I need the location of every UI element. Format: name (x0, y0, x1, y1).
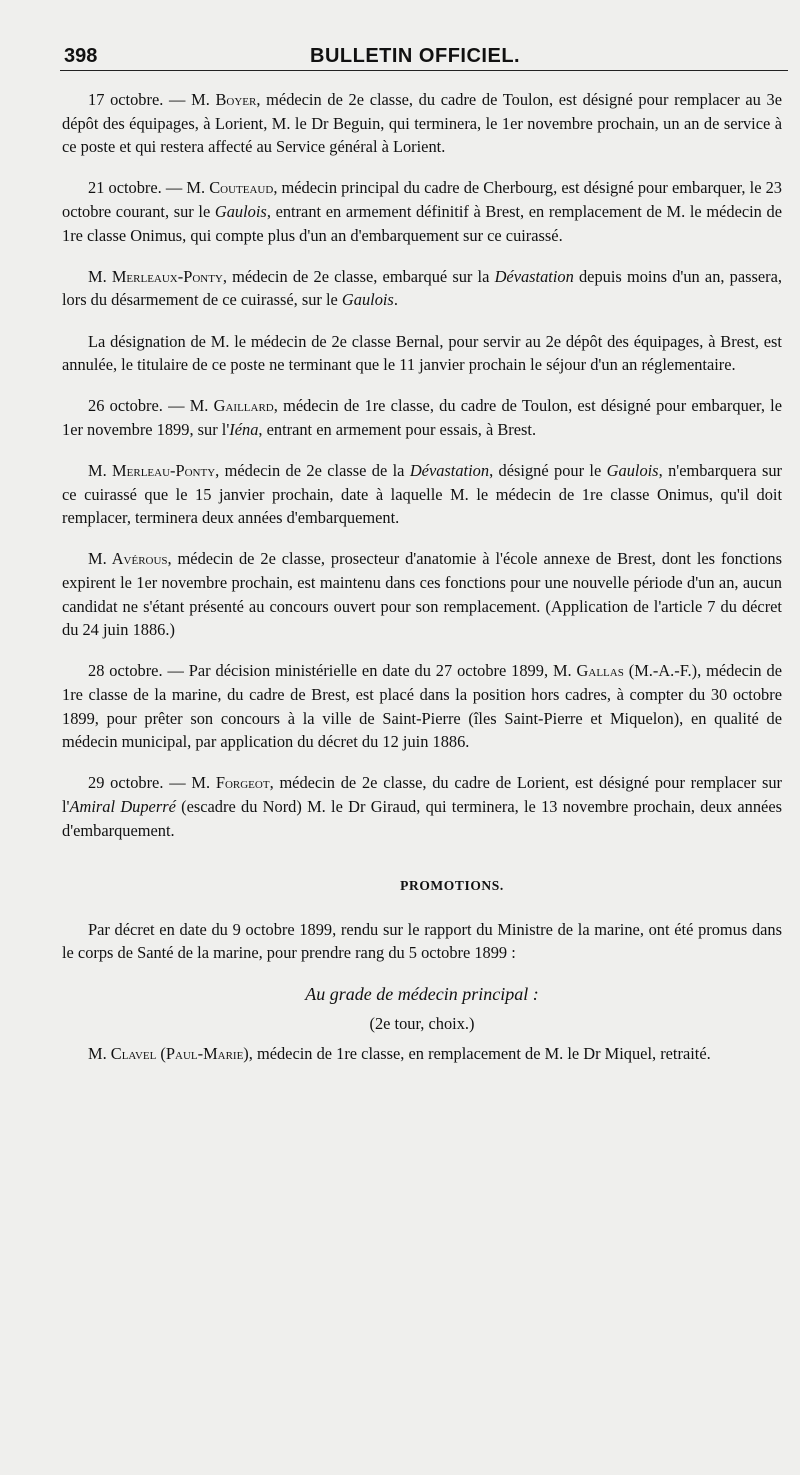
document-body (62, 88, 782, 1083)
header-rule (60, 70, 788, 71)
entry-text: , désigné pour le (489, 461, 607, 481)
entry-text: , médecin de 1re classe, en remplacement de M. le Dr Miquel, retraité. (248, 1043, 711, 1063)
ship-name: Amiral Duperré (69, 797, 176, 816)
entry-merleaux-ponty: M. Merleaux-Ponty, médecin de 2e classe, embarqué sur la Dévastation depuis moins d'un an, passera, lors du désarmement de ce cuirassé, sur le Gaulois. (62, 266, 782, 310)
entry-text: La désignation de M. le médecin de 2e classe Bernal, pour servir au 2e dépôt des équipages, à Brest, est annulée, le titulaire de ce poste ne terminant que le 11 janvier prochain le séjour d'un an réglementaire. (62, 331, 782, 375)
section-title-promotions: PROMOTIONS. (400, 878, 504, 894)
entry-text: , médecin de 1re classe de la marine, du cadre de Brest, est placé dans la position hors cadres, à compter du 30 octobre 1899, pour prêter son concours à la ville de Saint-Pierre (îles Saint-Pierre et Miquelon), en qualité de médecin municipal, par application du décret du 12 juin 1886. (62, 661, 783, 752)
entry-text: , entrant en armement définitif à Brest, en remplacement de M. le médecin de 1re classe Onimus, qui compte plus d'un an d'embarquement sur ce cuirassé. (62, 201, 782, 245)
ship-name: Gaulois (606, 461, 659, 481)
entry-text: , médecin de 2e classe, embarqué sur la (222, 266, 495, 286)
entry-text: , médecin de 2e classe, du cadre de Toulon, est désigné pour remplacer au 3e dépôt des équipages, à Lorient, M. le Dr Beguin, qui terminera, le 1er novembre prochain, un an de service à ce poste et qui restera affecté au Service général à Lorient. (62, 90, 782, 157)
page-number: 398 (64, 45, 98, 67)
entry-text: , médecin de 2e classe, du cadre de Lorient, est désigné pour remplacer sur l' (62, 773, 783, 816)
entry-date: 28 octobre. (88, 661, 163, 681)
person-name: M. Forgeot (191, 773, 270, 793)
ship-name: Gaulois (214, 201, 267, 221)
person-name: M. Gallas (M.-A.-F.) (552, 661, 698, 681)
entry-date: 17 octobre. (88, 90, 164, 109)
entry-boyer: 17 octobre. — M. Boyer, médecin de 2e classe, du cadre de Toulon, est désigné pour remplacer au 3e dépôt des équipages, à Lorient, M. le Dr Beguin, qui terminera, le 1er novembre prochain, un an de service à ce poste et qui restera affecté au Service général à Lorient. (62, 90, 782, 157)
person-name: M. Clavel (Paul-Marie) (88, 1043, 249, 1063)
entry-averous (62, 547, 782, 641)
entry-text: , entrant en armement pour essais, à Brest. (258, 419, 537, 439)
entry-text: , médecin de 2e classe, prosecteur d'anatomie à l'école annexe de Brest, dont les fonctions expirent le 1er novembre prochain, est maintenu dans ces fonctions pour une nouvelle période d'un an, aucun candidat ne s'étant présenté au concours ouvert pour son remplacement. (Application de l'article 7 du décret du 24 juin 1886.) (62, 549, 782, 640)
entry-bernal (62, 330, 782, 377)
running-title: BULLETIN OFFICIEL. (310, 45, 521, 67)
person-name: M. Avérous (88, 549, 168, 569)
entry-text: (escadre du Nord) M. le Dr Giraud, qui terminera, le 13 novembre prochain, deux années d'embarquement. (62, 797, 782, 840)
entry-couteaud: 21 octobre. — M. Couteaud, médecin principal du cadre de Cherbourg, est désigné pour embarquer, le 23 octobre courant, sur le Gaulois, entrant en armement définitif à Brest, en remplacement de M. le médecin de 1re classe Onimus, qui compte plus d'un an d'embarquement sur ce cuirassé. (62, 178, 783, 245)
entry-date: 29 octobre. (88, 773, 164, 793)
entry-text: , médecin de 1re classe, du cadre de Toulon, est désigné pour embarquer, le 1er novembre 1899, sur l' (62, 396, 782, 439)
person-name: M. Couteaud (186, 178, 274, 198)
entry-forgeot: 29 octobre. — M. Forgeot, médecin de 2e classe, du cadre de Lorient, est désigné pour remplacer sur l'Amiral Duperré (escadre du Nord) M. le Dr Giraud, qui terminera, le 13 novembre prochain, deux années d'embarquement. (62, 773, 783, 840)
entry-date: 26 octobre. (88, 396, 163, 416)
entry-text: , médecin de 2e classe de la (215, 461, 410, 481)
entry-gallas: 28 octobre. — Par décision ministérielle en date du 27 octobre 1899, M. Gallas (M.-A.-F.), médecin de 1re classe de la marine, du cadre de Brest, est placé dans la position hors cadres, à compter du 30 octobre 1899, pour prêter son concours à la ville de Saint-Pierre (îles Saint-Pierre et Miquelon), en qualité de médecin municipal, par application du décret du 12 juin 1886. (62, 661, 783, 752)
tour-heading: (2e tour, choix.) (369, 1014, 475, 1034)
person-name: M. Merleaux-Ponty (88, 266, 223, 286)
promotions-intro: Par décret en date du 9 octobre 1899, rendu sur le rapport du Ministre de la marine, ont été promus dans le corps de Santé de la marine, pour prendre rang du 5 octobre 1899 : (62, 919, 782, 963)
entry-text: , médecin principal du cadre de Cherbourg, est désigné pour embarquer, le 23 octobre courant, sur le (62, 178, 783, 221)
entry-text: Par décision ministérielle en date du 27 octobre 1899, (188, 661, 553, 681)
entry-text: depuis moins d'un an, passera, lors du désarmement de ce cuirassé, sur le (62, 266, 782, 310)
ship-name: Gaulois (341, 290, 394, 310)
ship-name: Iéna (229, 419, 259, 439)
grade-heading: Au grade de médecin principal : (305, 983, 539, 1004)
entry-gaillard: 26 octobre. — M. Gaillard, médecin de 1re classe, du cadre de Toulon, est désigné pour embarquer, le 1er novembre 1899, sur l'Iéna, entrant en armement pour essais, à Brest. (62, 396, 782, 439)
entry-date: 21 octobre. (88, 178, 162, 198)
person-name: M. Gaillard (189, 396, 274, 416)
person-name: M. Merleau-Ponty (88, 461, 216, 481)
entry-clavel (62, 1042, 782, 1066)
entry-merleau-ponty (62, 459, 782, 530)
ship-name: Dévastation (409, 461, 490, 481)
person-name: M. Boyer (191, 90, 257, 109)
entry-text: , n'embarquera sur ce cuirassé que le 15 janvier prochain, date à laquelle M. le médecin de 1re classe Onimus, qu'il doit remplacer, terminera deux années d'embarquement. (62, 461, 782, 528)
ship-name: Dévastation (494, 266, 574, 286)
